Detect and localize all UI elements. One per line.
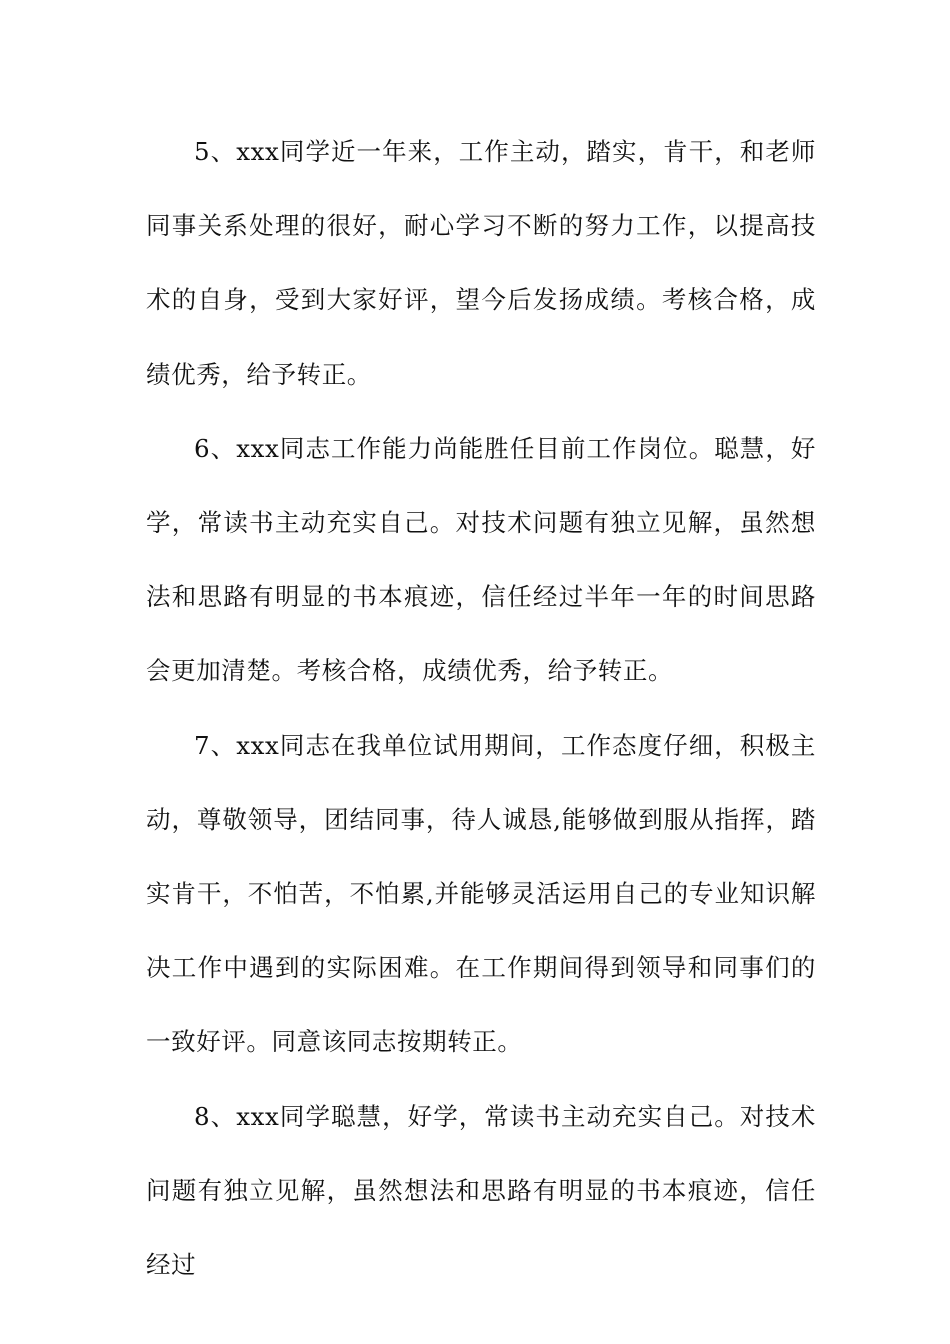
- paragraph-5: 5、xxx同学近一年来，工作主动，踏实，肯干，和老师同事关系处理的很好，耐心学习不断的努力工作，以提高技术的自身，受到大家好评，望今后发扬成绩。考核合格，成绩优秀，给予转正。: [146, 137, 816, 389]
- paragraph-6: 6、xxx同志工作能力尚能胜任目前工作岗位。聪慧，好学，常读书主动充实自己。对技术问题有独立见解，虽然想法和思路有明显的书本痕迹，信任经过半年一年的时间思路会更加清楚。考核合格，成绩优秀，给予转正。: [146, 433, 816, 686]
- document-body: [146, 115, 816, 1302]
- paragraph-7: 7、xxx同志在我单位试用期间，工作态度仔细，积极主动，尊敬领导，团结同事，待人诚恳,能够做到服从指挥，踏实肯干，不怕苦，不怕累,并能够灵活运用自己的专业知识解决工作中遇到的实际困难。在工作期间得到领导和同事们的一致好评。同意该同志按期转正。: [146, 730, 816, 1057]
- paragraph-8: 8、xxx同学聪慧，好学，常读书主动充实自己。对技术问题有独立见解，虽然想法和思路有明显的书本痕迹，信任经过: [146, 1101, 816, 1280]
